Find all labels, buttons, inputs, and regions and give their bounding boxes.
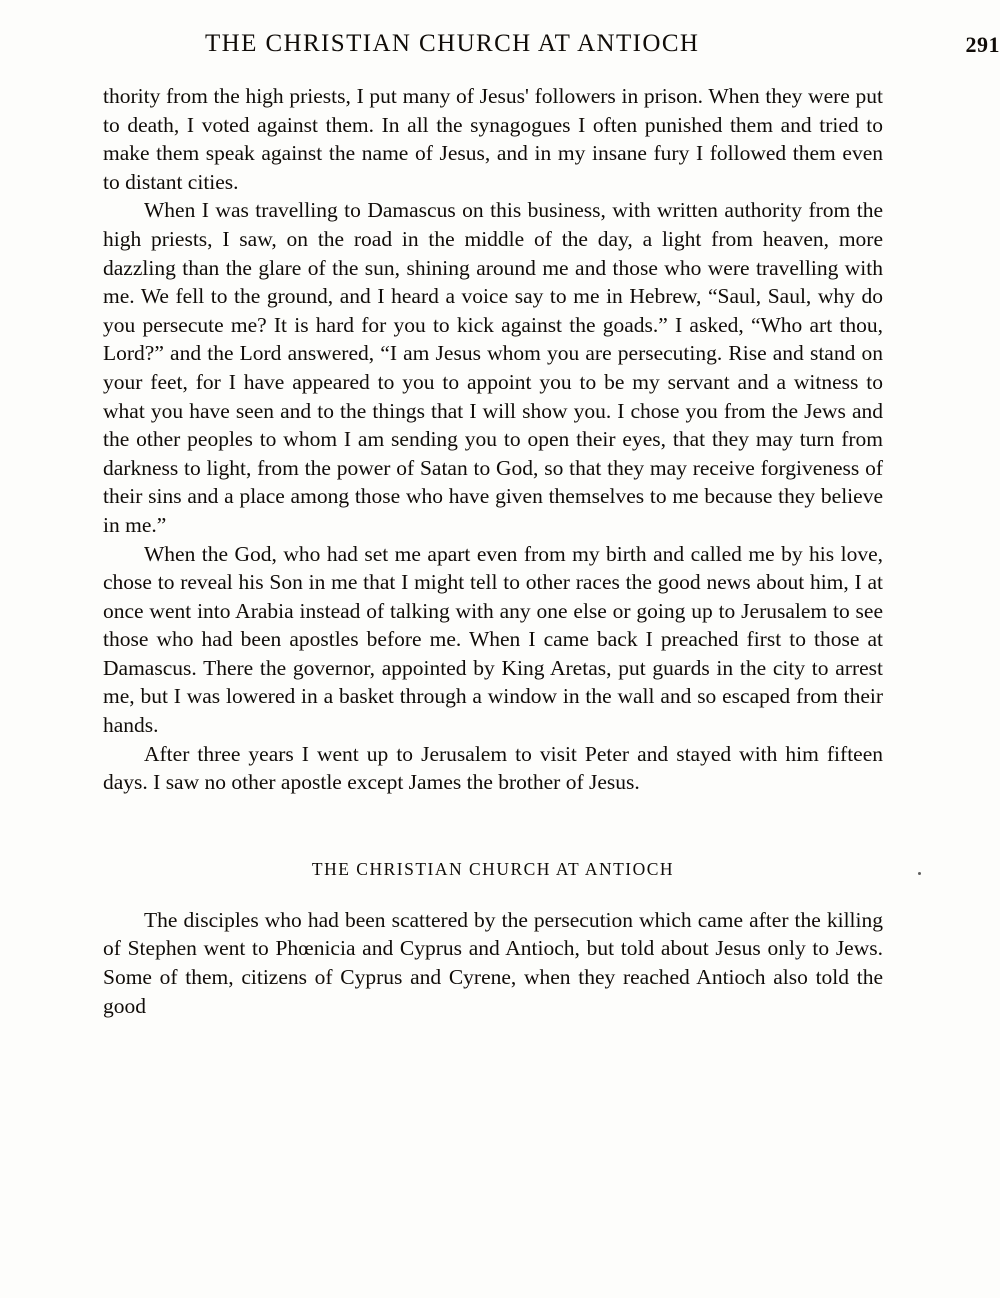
paragraph: When I was travelling to Damascus on this business, with written authority from the high priests, I saw, on the road in the middle of the day, a light from heaven, more dazzling than the glare of the sun, shining around me and those who were travelling with me. We fell to the ground, and I heard a voice say to me in Hebrew, “Saul, Saul, why do you persecute me? It is hard for you to kick against the goads.” I asked, “Who art thou, Lord?” and the Lord answered, “I am Jesus whom you are persecuting. Rise and stand on your feet, for I have appeared to you to appoint you to be my servant and a witness to what you have seen and to the things that I will show you. I chose you from the Jews and the other peoples to whom I am sending you to open their eyes, that they may turn from darkness to light, from the power of Satan to God, so that they may receive forgiveness of their sins and a place among those who have given themselves to me because they believe in me.”: [103, 198, 883, 537]
spacer: [103, 797, 883, 859]
page-number: 291: [965, 32, 1000, 57]
paragraph: When the God, who had set me apart even from my birth and called me by his love, chose to reveal his Son in me that I might tell to other races the good news about him, I at once went into Arabia instead of talking with any one else or going up to Jerusalem to see those who had been apostles before me. When I came back I preached first to those at Damascus. There the governor, appointed by King Aretas, put guards in the city to arrest me, but I was lowered in a basket through a window in the wall and so escaped from their hands.: [103, 541, 883, 738]
paragraph: After three years I went up to Jerusalem to visit Peter and stayed with him fifteen days. I saw no other apostle except James the brother of Jesus.: [103, 741, 883, 795]
running-head-title: THE CHRISTIAN CHURCH AT ANTIOCH: [205, 30, 700, 57]
ink-speck: [918, 872, 921, 875]
paragraph: thority from the high priests, I put many of Jesus' followers in prison. When they were put to death, I voted against them. In all the synagogues I often punished them and tried to make them speak against the name of Jesus, and in my insane fury I followed them even to distant cities.: [103, 84, 883, 194]
spacer: [103, 880, 883, 906]
running-head: [100, 30, 880, 58]
section-heading: THE CHRISTIAN CHURCH AT ANTIOCH: [311, 858, 675, 879]
body-text-column: [103, 82, 883, 1020]
paragraph: The disciples who had been scattered by the persecution which came after the killing of Stephen went to Phœnicia and Cyprus and Antioch, but told about Jesus only to Jews. Some of them, citizens of Cyprus and Cyrene, when they reached Antioch also told the good: [103, 907, 883, 1018]
